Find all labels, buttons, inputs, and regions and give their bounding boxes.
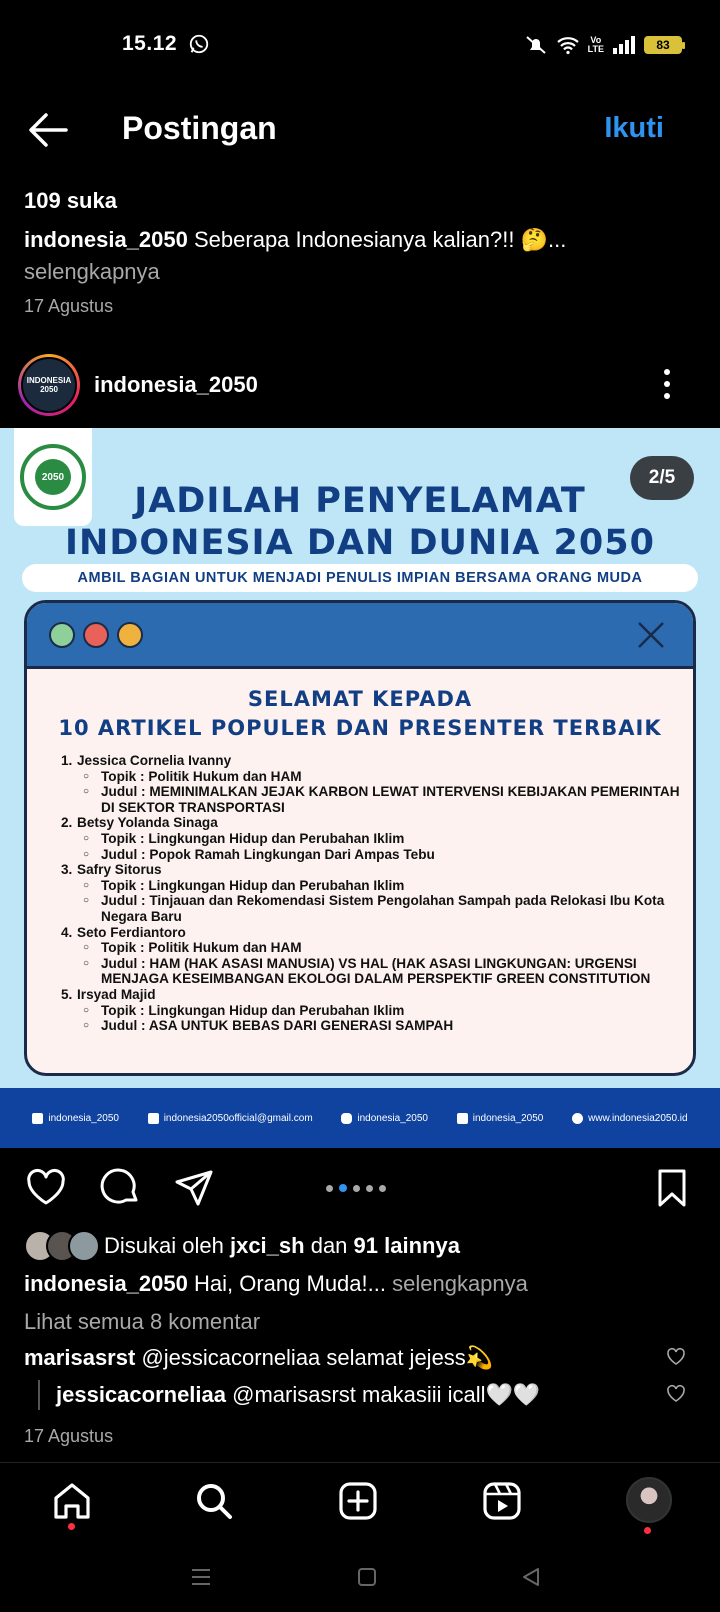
- entry-name: Safry Sitorus: [77, 862, 162, 878]
- footer-instagram: [341, 1113, 428, 1124]
- carousel-dot-active: [339, 1184, 347, 1192]
- contact-strip: [0, 1088, 720, 1148]
- entry-topik: ○ Topik : Politik Hukum dan HAM: [61, 769, 681, 785]
- caption: [24, 224, 684, 288]
- entry-topik: ○ Topik : Lingkungan Hidup dan Perubahan Iklim: [61, 831, 681, 847]
- post-username[interactable]: indonesia_2050: [94, 372, 258, 397]
- entry-number: 5.: [61, 986, 73, 1002]
- footer-youtube-text: indonesia_2050: [48, 1112, 119, 1124]
- comment: [24, 1345, 493, 1371]
- headline: [0, 480, 720, 564]
- window-dot-red: [83, 622, 109, 648]
- entry-judul: ○ Judul : Popok Ramah Lingkungan Dari Ampas Tebu: [61, 847, 681, 863]
- winner-entry: [61, 753, 681, 815]
- mute-icon: [524, 34, 548, 56]
- avatar-text: INDONESIA 2050: [21, 357, 77, 413]
- comment-username[interactable]: jessicacorneliaa: [56, 1382, 227, 1407]
- winner-entry: [61, 815, 681, 862]
- tiktok-icon: [457, 1113, 468, 1124]
- footer-tiktok-text: indonesia_2050: [472, 1112, 544, 1124]
- entry-name: Jessica Cornelia Ivanny: [77, 753, 232, 768]
- home-button-icon[interactable]: [356, 1566, 378, 1588]
- window-close-icon: [635, 619, 667, 651]
- subheadline: AMBIL BAGIAN UNTUK MENJADI PENULIS IMPIAN BERSAMA ORANG MUDA: [22, 564, 698, 592]
- comment-like-icon[interactable]: [666, 1347, 686, 1367]
- comment-text: @marisasrst makasiii icall🤍🤍: [232, 1382, 541, 1407]
- reels-icon[interactable]: [480, 1479, 524, 1523]
- window-card: [24, 600, 696, 1076]
- headline-line-1: JADILAH PENYELAMAT: [134, 481, 586, 521]
- window-title-line-2: 10 ARTIKEL POPULER DAN PRESENTER TERBAIK: [58, 716, 662, 740]
- entry-topik: ○ Topik : Politik Hukum dan HAM: [61, 940, 681, 956]
- back-arrow-icon[interactable]: [26, 110, 70, 150]
- more-link[interactable]: selengkapnya: [24, 259, 160, 284]
- status-icons: [524, 34, 682, 56]
- entry-topik: ○ Topik : Lingkungan Hidup dan Perubahan Iklim: [61, 1003, 681, 1019]
- window-title: [27, 685, 693, 743]
- winner-list: [61, 753, 681, 1034]
- bottom-nav: [0, 1462, 720, 1542]
- carousel-dot: [326, 1185, 333, 1192]
- liked-and: dan: [310, 1233, 348, 1258]
- post-date: 17 Agustus: [24, 1426, 114, 1446]
- battery-icon: 83: [644, 36, 682, 54]
- post-caption: [24, 1271, 528, 1297]
- entry-judul: ○ Judul : Tinjauan dan Rekomendasi Sistem Pengolahan Sampah pada Relokasi Ibu Kota Negara Baru: [61, 893, 681, 924]
- comment-icon[interactable]: [98, 1166, 142, 1210]
- winner-entry: [61, 862, 681, 924]
- entry-name: Seto Ferdiantoro: [77, 924, 186, 940]
- search-icon[interactable]: [192, 1479, 236, 1523]
- footer-email: [148, 1113, 313, 1124]
- top-bar: [0, 96, 720, 166]
- avatar[interactable]: [18, 354, 80, 416]
- entry-name: Irsyad Majid: [77, 986, 156, 1002]
- footer-tiktok: [457, 1113, 544, 1124]
- home-notification-dot: [68, 1523, 75, 1530]
- footer-youtube: [32, 1113, 119, 1124]
- footer-website-text: www.indonesia2050.id: [588, 1112, 688, 1124]
- more-link[interactable]: selengkapnya: [392, 1271, 528, 1296]
- reply-thread-line: [38, 1380, 40, 1410]
- action-bar: [0, 1160, 720, 1216]
- window-title-line-1: SELAMAT KEPADA: [247, 687, 473, 711]
- more-options-icon[interactable]: [662, 368, 672, 400]
- liked-user[interactable]: jxci_sh: [229, 1233, 305, 1258]
- post-date: 17 Agustus: [24, 296, 114, 316]
- entry-name: Betsy Yolanda Sinaga: [77, 815, 218, 831]
- status-time: 15.12: [122, 32, 178, 55]
- comment-text: @jessicacorneliaa selamat jejess💫: [141, 1345, 494, 1370]
- window-header: [27, 603, 693, 669]
- logo-text: 2050: [35, 459, 71, 495]
- like-count[interactable]: 109 suka: [24, 188, 117, 213]
- carousel-dot: [366, 1185, 373, 1192]
- caption-text: Hai, Orang Muda!...: [194, 1271, 386, 1296]
- window-dot-green: [49, 622, 75, 648]
- volte-icon: Vo LTE: [587, 35, 604, 54]
- carousel-dot: [353, 1185, 360, 1192]
- follow-button[interactable]: Ikuti: [604, 112, 664, 144]
- entry-judul: ○ Judul : ASA UNTUK BEBAS DARI GENERASI SAMPAH: [61, 1018, 681, 1034]
- entry-number: 4.: [61, 924, 73, 940]
- footer-website: [572, 1113, 688, 1124]
- globe-icon: [572, 1113, 583, 1124]
- mail-icon: [148, 1113, 159, 1124]
- carousel-dots: [326, 1184, 386, 1192]
- home-icon[interactable]: [50, 1479, 94, 1523]
- avatar: [68, 1230, 100, 1262]
- liked-prefix: Disukai oleh: [104, 1233, 224, 1258]
- page-indicator: 2/5: [630, 456, 694, 500]
- entry-number: 3.: [61, 862, 73, 878]
- entry-number: 1.: [61, 753, 73, 768]
- comment-like-icon[interactable]: [666, 1384, 686, 1404]
- entry-number: 2.: [61, 815, 73, 831]
- winner-entry: [61, 925, 681, 987]
- wifi-icon: [556, 35, 580, 55]
- comment-reply: [56, 1382, 540, 1408]
- caption-username[interactable]: indonesia_2050: [24, 1271, 188, 1296]
- liker-avatars: [24, 1230, 90, 1262]
- view-all-comments-link[interactable]: Lihat semua 8 komentar: [24, 1309, 261, 1334]
- back-button-icon[interactable]: [520, 1566, 542, 1588]
- liked-others[interactable]: 91 lainnya: [353, 1233, 460, 1258]
- youtube-icon: [32, 1113, 43, 1124]
- caption-text: Seberapa Indonesianya kalian?!! 🤔...: [194, 227, 567, 252]
- entry-topik: ○ Topik : Lingkungan Hidup dan Perubahan Iklim: [61, 878, 681, 894]
- system-navigation: [0, 1544, 720, 1612]
- footer-email-text: indonesia2050official@gmail.com: [163, 1112, 313, 1124]
- instagram-icon: [341, 1113, 352, 1124]
- winner-entry: [61, 987, 681, 1034]
- signal-icon: [612, 36, 636, 54]
- like-heart-icon[interactable]: [24, 1166, 68, 1210]
- share-send-icon[interactable]: [172, 1166, 216, 1210]
- bookmark-icon[interactable]: [650, 1166, 694, 1210]
- footer-instagram-text: indonesia_2050: [357, 1112, 428, 1124]
- status-bar: [0, 0, 720, 88]
- recent-apps-icon[interactable]: [190, 1566, 212, 1588]
- post-header: [0, 350, 720, 420]
- caption-username[interactable]: indonesia_2050: [24, 227, 188, 252]
- headline-line-2: INDONESIA DAN DUNIA 2050: [65, 523, 655, 563]
- profile-avatar[interactable]: [626, 1477, 672, 1523]
- whatsapp-icon: [188, 33, 210, 55]
- entry-judul: ○ Judul : MEMINIMALKAN JEJAK KARBON LEWAT INTERVENSI KEBIJAKAN PEMERINTAH DI SEKTOR TRANSPORTASI: [61, 784, 681, 815]
- entry-judul: ○ Judul : HAM (HAK ASASI MANUSIA) VS HAL (HAK ASASI LINGKUNGAN: URGENSI MENJAGA KESEIMBANGAN EKOLOGI DALAM PERSPEKTIF GREEN CONSTITUTION: [61, 956, 681, 987]
- window-dot-yellow: [117, 622, 143, 648]
- comment-username[interactable]: marisasrst: [24, 1345, 136, 1370]
- page-title: Postingan: [122, 110, 277, 146]
- liked-by[interactable]: [24, 1228, 460, 1264]
- profile-notification-dot: [644, 1527, 651, 1534]
- post-image[interactable]: [0, 428, 720, 1148]
- create-post-icon[interactable]: [336, 1479, 380, 1523]
- carousel-dot: [379, 1185, 386, 1192]
